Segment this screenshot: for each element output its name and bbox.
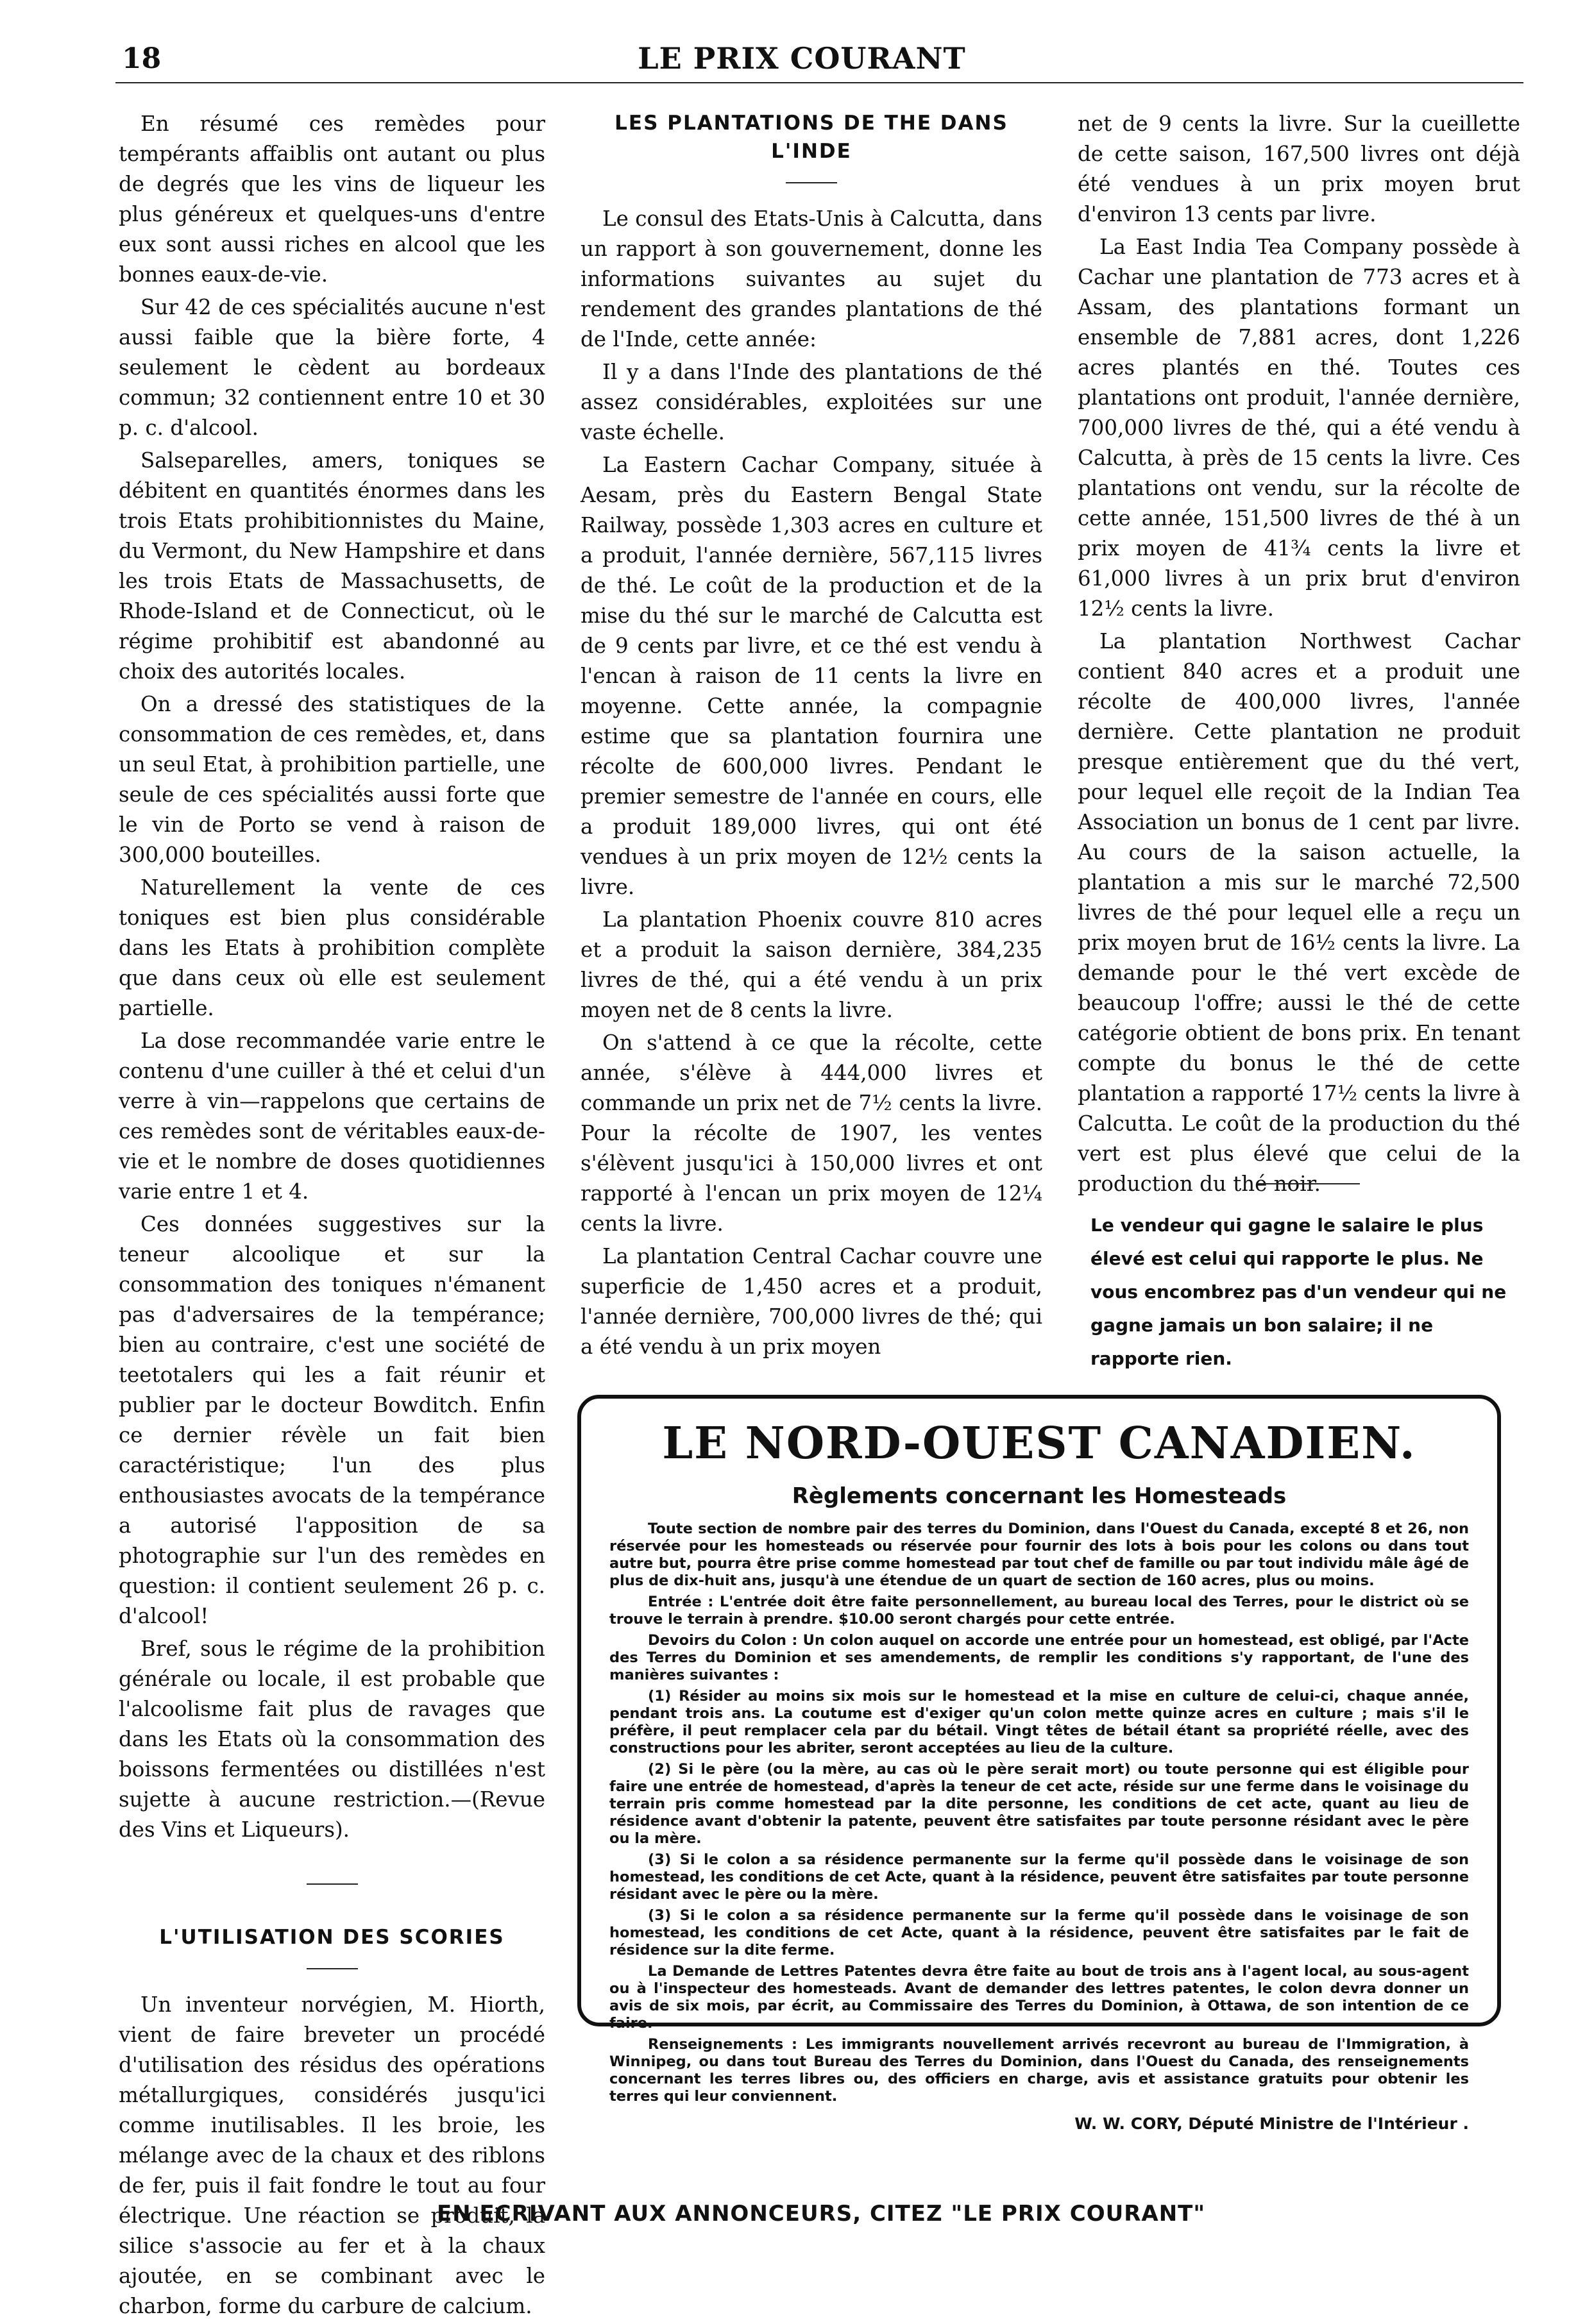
title-divider [786, 182, 837, 183]
paragraph: On s'attend à ce que la récolte, cette année, s'élève à 444,000 livres et commande un prix net de 7½ cents la livre. Pour la récolte de 1907, les ventes s'élèvent jusqu'ici à 150,000 livres et ont rapporté à l'encan un prix moyen de 12¼ cents la livre. [581, 1031, 1042, 1236]
notice-divider [1257, 1183, 1360, 1184]
ad-keyword: Devoirs du Colon : [648, 1632, 798, 1649]
ad-paragraph: (1) Résider au moins six mois sur le homestead et la mise en culture de celui-ci, chaque année, pendant trois ans. La coutume est d'exiger qu'un colon mette quinze acres en culture ; mais s'il le préfère, il peut remplacer cela par du bétail. Vingt têtes de bétail étant sa propriété réelle, avec des constructions pour les abriter, seront acceptées au lieu de la culture. [609, 1688, 1469, 1756]
ad-signature: W. W. CORY, Député Ministre de l'Intérieur . [1074, 2114, 1469, 2133]
paragraph: La plantation Northwest Cachar contient 840 acres et a produit une récolte de 400,000 livres, l'année dernière. Cette plantation ne produit presque entièrement que du thé vert, pour lequel elle reçoit de la Indian Tea Association un bonus de 1 cent par livre. Au cours de la saison actuelle, la plantation a mis sur le marché 72,500 livres de thé pour lequel elle a reçu un prix moyen brut de 16½ cents la livre. La demande pour le thé vert excède de beaucoup l'offre; aussi le thé de cette catégorie obtient de bons prix. En tenant compte du bonus le thé de cette plantation a rapporté 17½ cents la livre à Calcutta. Le coût de la production du thé vert est plus élevé que celui de la production du thé noir. [1078, 629, 1520, 1196]
paragraph: Il y a dans l'Inde des plantations de thé assez considérables, exploitées sur une vaste échelle. [581, 360, 1042, 444]
homestead-advertisement [577, 1395, 1501, 2133]
section-title-scories: L'UTILISATION DES SCORIES [159, 1926, 505, 1949]
paragraph: Ces données suggestives sur la teneur alcoolique et sur la consommation des toniques n'émanent pas d'adversaires de la tempérance; bien au contraire, c'est une société de teetotalers qui les a fait réunir et publier par le docteur Bowditch. Enfin ce dernier révèle un fait bien caractéristique; l'un des plus enthousiastes avocats de la tempérance a autorisé l'apposition de sa photographie sur l'un des remèdes en question: il contient seulement 26 p. c. d'alcool! [119, 1212, 545, 1628]
paragraph: Sur 42 de ces spécialités aucune n'est aussi faible que la bière forte, 4 seulement le cèdent au bordeaux commun; 32 contiennent entre 10 et 30 p. c. d'alcool. [119, 295, 545, 440]
salesman-notice: Le vendeur qui gagne le salaire le plus élevé est celui qui rapporte le plus. Ne vous encombrez pas d'un vendeur qui ne gagne jamais un bon salaire; il ne rapporte rien. [1090, 1215, 1507, 1369]
article-title-plantations: LES PLANTATIONS DE THE DANS L'INDE [615, 112, 1008, 163]
header-rule [115, 82, 1523, 83]
paragraph: net de 9 cents la livre. Sur la cueillette de cette saison, 167,500 livres ont déjà été vendues à un prix moyen brut d'environ 13 cents par livre. [1078, 112, 1520, 226]
paragraph: La plantation Phoenix couvre 810 acres et a produit la saison dernière, 384,235 livres de thé, qui a été vendu à un prix moyen net de 8 cents la livre. [581, 907, 1042, 1022]
title-divider [307, 1968, 358, 1969]
ad-title: LE NORD-OUEST CANADIEN. [662, 1418, 1416, 1469]
paragraph: On a dressé des statistiques de la consommation de ces remèdes, et, dans un seul Etat, à prohibition partielle, une seule de ces spécialités aussi forte que le vin de Porto se vend à raison de 300,000 bouteilles. [119, 692, 545, 867]
ad-keyword: La Demande de Lettres Patentes [648, 1963, 917, 1980]
paragraph: Un inventeur norvégien, M. Hiorth, vient de faire breveter un procédé d'utilisation des résidus des opérations métallurgiques, considérés jusqu'ici comme inutilisables. Il les broie, les mélange avec de la chaux et des riblons de fer, puis il fait fondre le tout au four électrique. Une réaction se produit, la silice s'associe au fer et à la chaux ajoutée, en se combinant avec le charbon, forme du carbure de calcium. [119, 1992, 545, 2318]
ad-text: Un colon auquel on accorde une entrée pour un homestead, est obligé, par l'Acte des Terres du Dominion et ses amendements, de remplir les conditions s'y rapportant, de l'une des manières suivantes : [609, 1632, 1470, 1683]
paragraph: Naturellement la vente de ces toniques est bien plus considérable dans les Etats à prohibition complète que dans ceux où elle est seulement partielle. [119, 875, 545, 1020]
ad-text: devra être faite au bout de trois ans à l'agent local, au sous-agent ou à l'inspecteur des homesteads. Avant de demander des lettres patentes, le colon devra donner un avis de six mois, par écrit, au Commissaire des Terres du Dominion, à Ottawa, de son intention de ce faire. [609, 1963, 1469, 2032]
ad-keyword: Renseignements : [648, 2036, 798, 2053]
paragraph: En résumé ces remèdes pour tempérants affaiblis ont autant ou plus de degrés que les vins de liqueur les plus généreux et quelques-uns d'entre eux sont aussi riches en alcool que les bonnes eaux-de-vie. [119, 112, 545, 287]
ad-paragraph [609, 2036, 1469, 2105]
section-divider [307, 1883, 358, 1885]
page-number: 18 [122, 42, 162, 75]
ad-keyword: Entrée : [648, 1594, 714, 1610]
ad-paragraph: (2) Si le père (ou la mère, au cas où le père serait mort) ou toute personne qui est éligible pour faire une entrée de homestead, d'après la teneur de cet acte, réside sur une ferme dans le voisinage du terrain pris comme homestead par la dite personne, les conditions de cet acte, quant au lieu de résidence avant d'obtenir la patente, peuvent être satisfaites par toute personne résidant avec le père ou la mère. [609, 1761, 1469, 1847]
footer-banner: EN ECRIVANT AUX ANNONCEURS, CITEZ "LE PRIX COURANT" [436, 2201, 1206, 2227]
ad-paragraph [609, 1632, 1469, 1684]
ad-paragraph: (3) Si le colon a sa résidence permanente sur la ferme qu'il possède dans le voisinage de son homestead, les conditions de cet Acte, quant à la résidence, peuvent être satisfaites par le fait de résidence sur la dite ferme. [609, 1907, 1469, 1958]
masthead-title: LE PRIX COURANT [638, 41, 966, 76]
paragraph: Salseparelles, amers, toniques se débitent en quantités énormes dans les trois Etats prohibitionnistes du Maine, du Vermont, du New Hampshire et dans les trois Etats de Massachusetts, de Rhode-Island et de Connecticut, où le régime prohibitif est abandonné au choix des autorités locales. [119, 448, 545, 684]
paragraph: La Eastern Cachar Company, située à Aesam, près du Eastern Bengal State Railway, possède 1,303 acres en culture et a produit, l'année dernière, 567,115 livres de thé. Le coût de la production et de la mise du thé sur le marché de Calcutta est de 9 cents par livre, et ce thé est vendu à l'encan à raison de 11 cents la livre en moyenne. Cette année, la compagnie estime que sa plantation fournira une récolte de 600,000 livres. Pendant le premier semestre de l'année en cours, elle a produit 189,000 livres, qui ont été vendues à un prix moyen de 12½ cents la livre. [581, 453, 1042, 899]
ad-paragraph [609, 1594, 1469, 1628]
column-2 [581, 109, 1042, 1365]
paragraph: La East India Tea Company possède à Cachar une plantation de 773 acres et à Assam, des plantations formant un ensemble de 7,881 acres, dont 1,226 acres plantés en thé. Toutes ces plantations ont produit, l'année dernière, 700,000 livres de thé, qui a été vendu à Calcutta, à près de 15 cents la livre. Ces plantations ont vendu, sur la récolte de cette année, 151,500 livres de thé à un prix moyen de 41¾ cents la livre et 61,000 livres à un prix brut d'environ 12½ cents la livre. [1078, 235, 1520, 621]
paragraph: Le consul des Etats-Unis à Calcutta, dans un rapport à son gouvernement, donne les informations suivantes au sujet du rendement des grandes plantations de thé de l'Inde, cette année: [581, 206, 1042, 351]
ad-subtitle: Règlements concernant les Homesteads [792, 1483, 1287, 1509]
ad-paragraph: (3) Si le colon a sa résidence permanente sur la ferme qu'il possède dans le voisinage de son homestead, les conditions de cet Acte, quant à la résidence, peuvent être satisfaites par toute personne résidant avec le père ou la mère. [609, 1851, 1469, 1903]
column-3 [1078, 109, 1520, 1202]
paragraph: La dose recommandée varie entre le contenu d'une cuiller à thé et celui d'un verre à vin—rappelons que certains de ces remèdes sont de véritables eaux-de-vie et le nombre de doses quotidiennes varie entre 1 et 4. [119, 1029, 545, 1204]
ad-paragraph: Toute section de nombre pair des terres du Dominion, dans l'Ouest du Canada, excepté 8 et 26, non réservée pour les homesteads ou réservée pour fournir des lots à bois pour les colons ou dans tout autre but, pourra être prise comme homestead par tout chef de famille ou par tout individu mâle âgé de plus de dix-huit ans, jusqu'à une étendue de un quart de section de 160 acres, plus ou moins. [609, 1520, 1469, 1589]
ad-text: Les immigrants nouvellement arrivés recevront au bureau de l'Immigration, à Winnipeg, ou dans tout Bureau des Terres du Dominion, dans l'Ouest du Canada, des renseignements concernant les terres libres ou, des officiers en charge, avis et assistance gratuits pour obtenir les terres qui leur conviennent. [609, 2036, 1470, 2105]
paragraph: Bref, sous le régime de la prohibition générale ou locale, il est probable que l'alcoolisme fait plus de ravages que dans les Etats où la consommation des boissons fermentées ou distillées n'est sujette à aucune restriction.—(Revue des Vins et Liqueurs). [119, 1637, 545, 1842]
ad-text: L'entrée doit être faite personnellement, au bureau local des Terres, pour le district où se trouve le terrain à prendre. $10.00 seront chargés pour cette entrée. [609, 1594, 1470, 1628]
column-1 [119, 109, 545, 2324]
paragraph: La plantation Central Cachar couvre une superficie de 1,450 acres et a produit, l'année dernière, 700,000 livres de thé; qui a été vendu à un prix moyen [581, 1244, 1042, 1359]
ad-paragraph [609, 1963, 1469, 2032]
